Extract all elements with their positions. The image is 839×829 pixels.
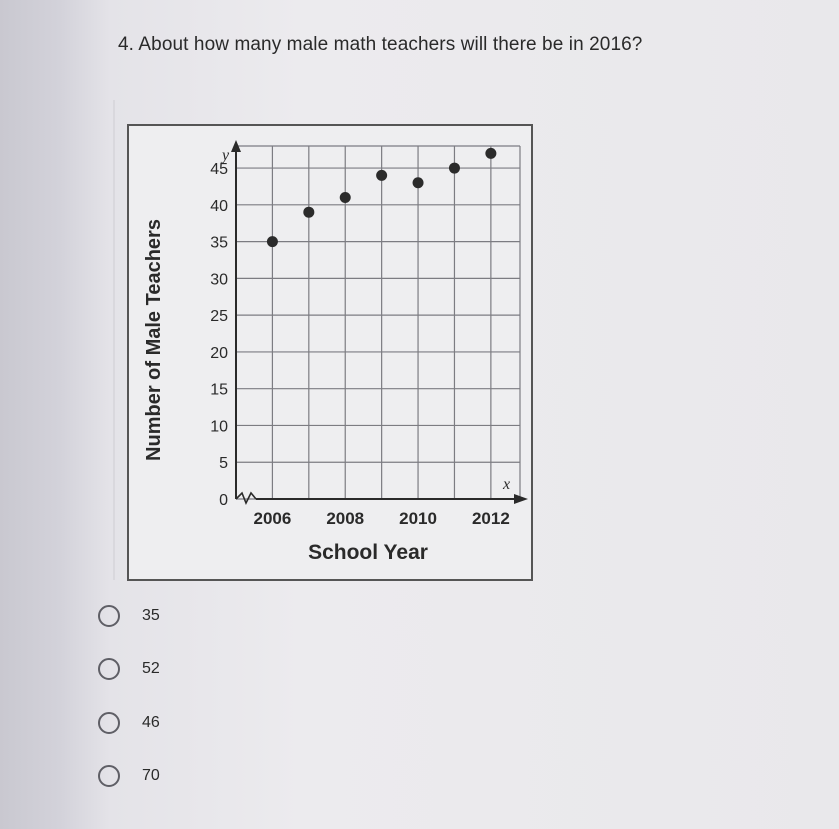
x-tick-label: 2008 xyxy=(326,509,365,528)
data-point xyxy=(449,163,460,174)
x-axis-symbol: x xyxy=(503,476,511,493)
y-axis-symbol: y xyxy=(222,147,230,164)
x-axis-arrow xyxy=(514,494,528,504)
radio-button[interactable] xyxy=(98,605,120,627)
data-point xyxy=(413,177,424,188)
data-point xyxy=(485,148,496,159)
data-point xyxy=(340,192,351,203)
radio-button[interactable] xyxy=(98,712,120,734)
y-tick-label: 5 xyxy=(219,455,228,473)
question-text: 4. About how many male math teachers will there be in 2016? xyxy=(118,34,643,55)
y-tick-label: 0 xyxy=(219,492,228,509)
option-label: 70 xyxy=(142,767,160,784)
option-52[interactable] xyxy=(98,658,160,680)
radio-button[interactable] xyxy=(98,765,120,787)
y-tick-label: 25 xyxy=(210,308,228,326)
option-label: 46 xyxy=(142,714,160,731)
y-tick-label: 20 xyxy=(210,344,228,362)
data-point xyxy=(267,236,278,247)
option-46[interactable] xyxy=(98,712,160,734)
option-35[interactable] xyxy=(98,605,160,627)
y-tick-label: 10 xyxy=(210,418,228,436)
x-tick-label: 2012 xyxy=(471,509,510,528)
y-tick-label: 35 xyxy=(210,234,228,252)
y-tick-label: 15 xyxy=(210,381,228,399)
data-point xyxy=(376,170,387,181)
x-tick-label: 2010 xyxy=(399,509,437,528)
y-tick-label: 45 xyxy=(210,161,228,179)
chart-grid xyxy=(236,146,520,499)
axis-break xyxy=(236,493,256,503)
option-label: 35 xyxy=(142,607,160,624)
y-tick-label: 40 xyxy=(210,197,228,215)
x-tick-label: 2006 xyxy=(253,509,292,528)
y-tick-label: 30 xyxy=(210,271,228,289)
option-label: 52 xyxy=(142,660,160,677)
chart-axes xyxy=(231,140,528,504)
option-70[interactable] xyxy=(98,765,160,787)
data-point xyxy=(303,207,314,218)
radio-button[interactable] xyxy=(98,658,120,680)
x-axis-label: School Year xyxy=(308,541,428,564)
y-axis-label: Number of Male Teachers xyxy=(143,219,165,461)
y-tick-labels xyxy=(210,161,228,509)
x-tick-labels xyxy=(253,509,509,528)
